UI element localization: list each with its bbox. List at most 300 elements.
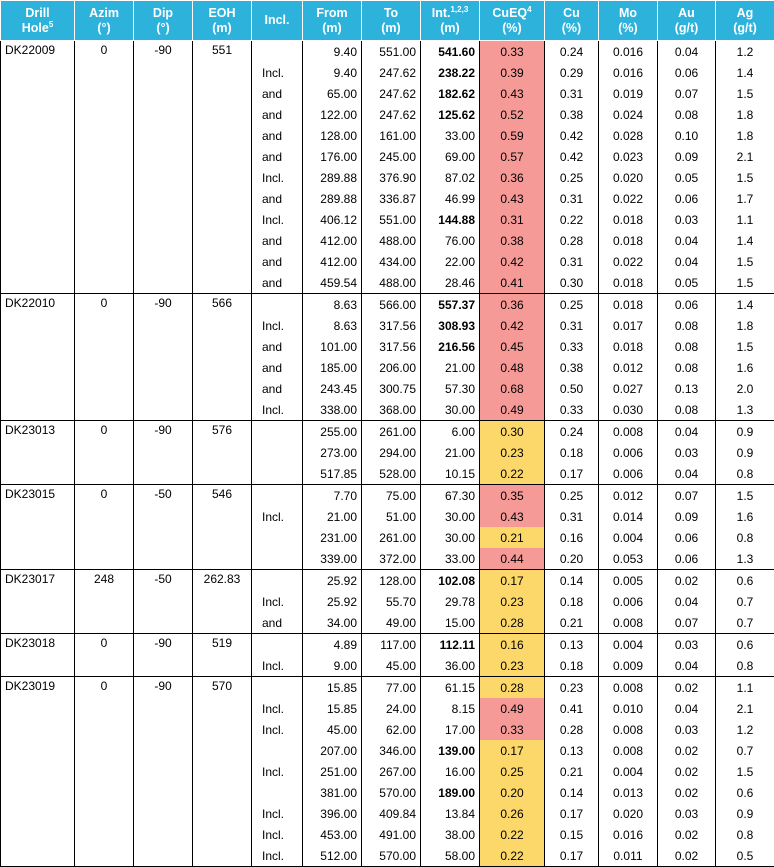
cell-cu: 0.13 <box>545 740 599 761</box>
cell-int: 28.46 <box>421 272 480 294</box>
cell-cueq: 0.22 <box>480 824 545 845</box>
cell-cu: 0.28 <box>545 230 599 251</box>
cell-eoh <box>193 62 252 83</box>
cell-mo: 0.010 <box>599 698 658 719</box>
cell-int: 38.00 <box>421 824 480 845</box>
cell-from: 517.85 <box>303 463 362 485</box>
cell-cueq: 0.28 <box>480 612 545 634</box>
cell-eoh <box>193 782 252 803</box>
cell-mo: 0.017 <box>599 315 658 336</box>
cell-eoh <box>193 188 252 209</box>
cell-azim <box>75 719 134 740</box>
table-row <box>1 41 774 63</box>
cell-cueq: 0.23 <box>480 442 545 463</box>
cell-eoh: 546 <box>193 485 252 507</box>
cell-from: 101.00 <box>303 336 362 357</box>
cell-eoh <box>193 698 252 719</box>
cell-ag: 1.4 <box>716 230 774 251</box>
cell-drill-hole <box>1 612 75 634</box>
cell-mo: 0.009 <box>599 655 658 677</box>
cell-dip <box>134 399 193 421</box>
cell-eoh: 519 <box>193 634 252 656</box>
cell-au: 0.10 <box>658 125 716 146</box>
cell-int: 216.56 <box>421 336 480 357</box>
table-row <box>1 167 774 188</box>
cell-drill-hole <box>1 83 75 104</box>
cell-mo: 0.008 <box>599 677 658 699</box>
cell-eoh <box>193 209 252 230</box>
cell-mo: 0.030 <box>599 399 658 421</box>
cell-int: 30.00 <box>421 506 480 527</box>
cell-ag: 0.8 <box>716 463 774 485</box>
cell-dip <box>134 230 193 251</box>
cell-from: 65.00 <box>303 83 362 104</box>
cell-ag: 1.5 <box>716 251 774 272</box>
header-ag: Ag (g/t) <box>716 1 774 41</box>
cell-cueq: 0.17 <box>480 570 545 592</box>
cell-au: 0.04 <box>658 698 716 719</box>
table-body <box>1 41 774 867</box>
cell-int: 541.60 <box>421 41 480 63</box>
cell-from: 21.00 <box>303 506 362 527</box>
cell-au: 0.08 <box>658 399 716 421</box>
header-from: From (m) <box>303 1 362 41</box>
table-row <box>1 315 774 336</box>
cell-from: 339.00 <box>303 548 362 570</box>
cell-eoh: 551 <box>193 41 252 63</box>
cell-ag: 1.6 <box>716 506 774 527</box>
cell-to: 346.00 <box>362 740 421 761</box>
cell-mo: 0.022 <box>599 251 658 272</box>
table-row <box>1 399 774 421</box>
cell-mo: 0.006 <box>599 442 658 463</box>
cell-from: 8.63 <box>303 315 362 336</box>
cell-to: 317.56 <box>362 336 421 357</box>
cell-dip <box>134 803 193 824</box>
cell-eoh <box>193 399 252 421</box>
cell-au: 0.05 <box>658 167 716 188</box>
cell-cu: 0.42 <box>545 125 599 146</box>
header-drill-hole: Drill Hole$^5$ <box>1 1 75 41</box>
cell-int: 29.78 <box>421 591 480 612</box>
cell-ag: 1.5 <box>716 272 774 294</box>
cell-dip <box>134 167 193 188</box>
cell-to: 409.84 <box>362 803 421 824</box>
cell-eoh <box>193 104 252 125</box>
cell-from: 289.88 <box>303 167 362 188</box>
table-row <box>1 548 774 570</box>
cell-dip <box>134 740 193 761</box>
cell-to: 245.00 <box>362 146 421 167</box>
cell-from: 406.12 <box>303 209 362 230</box>
cell-incl: Incl. <box>252 315 303 336</box>
cell-cueq: 0.59 <box>480 125 545 146</box>
cell-cueq: 0.43 <box>480 506 545 527</box>
table-row <box>1 442 774 463</box>
cell-int: 308.93 <box>421 315 480 336</box>
table-row <box>1 378 774 399</box>
cell-eoh <box>193 146 252 167</box>
cell-ag: 1.5 <box>716 761 774 782</box>
cell-int: 15.00 <box>421 612 480 634</box>
cell-from: 255.00 <box>303 421 362 443</box>
cell-eoh <box>193 740 252 761</box>
cell-au: 0.04 <box>658 421 716 443</box>
cell-mo: 0.004 <box>599 634 658 656</box>
cell-incl: Incl. <box>252 719 303 740</box>
cell-drill-hole <box>1 698 75 719</box>
cell-to: 62.00 <box>362 719 421 740</box>
cell-incl <box>252 782 303 803</box>
cell-cu: 0.17 <box>545 845 599 867</box>
cell-to: 55.70 <box>362 591 421 612</box>
cell-cueq: 0.26 <box>480 803 545 824</box>
cell-azim <box>75 62 134 83</box>
cell-to: 488.00 <box>362 230 421 251</box>
cell-mo: 0.018 <box>599 294 658 316</box>
cell-eoh <box>193 83 252 104</box>
cell-int: 125.62 <box>421 104 480 125</box>
cell-drill-hole <box>1 378 75 399</box>
cell-ag: 0.7 <box>716 612 774 634</box>
cell-incl: Incl. <box>252 655 303 677</box>
cell-from: 176.00 <box>303 146 362 167</box>
cell-ag: 1.2 <box>716 41 774 63</box>
cell-eoh <box>193 719 252 740</box>
table-row <box>1 591 774 612</box>
cell-int: 10.15 <box>421 463 480 485</box>
cell-cueq: 0.33 <box>480 41 545 63</box>
cell-to: 317.56 <box>362 315 421 336</box>
cell-int: 6.00 <box>421 421 480 443</box>
cell-azim <box>75 803 134 824</box>
cell-int: 21.00 <box>421 357 480 378</box>
cell-mo: 0.020 <box>599 167 658 188</box>
cell-int: 8.15 <box>421 698 480 719</box>
cell-drill-hole <box>1 845 75 867</box>
cell-azim <box>75 782 134 803</box>
cell-cu: 0.33 <box>545 336 599 357</box>
cell-from: 15.85 <box>303 698 362 719</box>
cell-mo: 0.016 <box>599 62 658 83</box>
cell-au: 0.13 <box>658 378 716 399</box>
cell-ag: 1.5 <box>716 485 774 507</box>
cell-cu: 0.30 <box>545 272 599 294</box>
cell-from: 512.00 <box>303 845 362 867</box>
cell-to: 77.00 <box>362 677 421 699</box>
table-row <box>1 272 774 294</box>
cell-int: 22.00 <box>421 251 480 272</box>
cell-dip <box>134 83 193 104</box>
table-row <box>1 83 774 104</box>
cell-cu: 0.13 <box>545 634 599 656</box>
cell-drill-hole <box>1 209 75 230</box>
cell-from: 7.70 <box>303 485 362 507</box>
cell-au: 0.08 <box>658 336 716 357</box>
table-row <box>1 761 774 782</box>
cell-cu: 0.14 <box>545 570 599 592</box>
cell-azim <box>75 527 134 548</box>
cell-cu: 0.21 <box>545 612 599 634</box>
cell-cu: 0.22 <box>545 209 599 230</box>
cell-int: 67.30 <box>421 485 480 507</box>
cell-mo: 0.019 <box>599 83 658 104</box>
cell-cu: 0.31 <box>545 83 599 104</box>
cell-from: 243.45 <box>303 378 362 399</box>
table-row <box>1 230 774 251</box>
cell-mo: 0.018 <box>599 230 658 251</box>
cell-cueq: 0.31 <box>480 209 545 230</box>
header-int: Int.$^{1,2,3}$ (m) <box>421 1 480 41</box>
cell-cueq: 0.48 <box>480 357 545 378</box>
cell-int: 17.00 <box>421 719 480 740</box>
cell-ag: 0.9 <box>716 803 774 824</box>
cell-cu: 0.24 <box>545 41 599 63</box>
cell-ag: 1.1 <box>716 677 774 699</box>
cell-int: 30.00 <box>421 527 480 548</box>
cell-azim <box>75 167 134 188</box>
cell-cu: 0.17 <box>545 463 599 485</box>
cell-drill-hole <box>1 357 75 378</box>
cell-eoh <box>193 378 252 399</box>
header-cueq: CuEQ$^4$ (%) <box>480 1 545 41</box>
cell-from: 9.40 <box>303 41 362 63</box>
cell-int: 36.00 <box>421 655 480 677</box>
cell-ag: 0.7 <box>716 740 774 761</box>
cell-cu: 0.15 <box>545 824 599 845</box>
cell-azim <box>75 125 134 146</box>
cell-eoh: 566 <box>193 294 252 316</box>
table-row <box>1 612 774 634</box>
cell-drill-hole <box>1 824 75 845</box>
cell-to: 247.62 <box>362 62 421 83</box>
cell-incl: and <box>252 378 303 399</box>
cell-incl: and <box>252 357 303 378</box>
cell-azim: 0 <box>75 634 134 656</box>
cell-dip <box>134 104 193 125</box>
cell-incl <box>252 41 303 63</box>
cell-int: 33.00 <box>421 548 480 570</box>
cell-au: 0.06 <box>658 188 716 209</box>
cell-incl: Incl. <box>252 506 303 527</box>
cell-dip <box>134 378 193 399</box>
cell-cueq: 0.25 <box>480 761 545 782</box>
cell-au: 0.03 <box>658 634 716 656</box>
cell-from: 25.92 <box>303 591 362 612</box>
cell-int: 112.11 <box>421 634 480 656</box>
cell-au: 0.08 <box>658 104 716 125</box>
cell-cueq: 0.33 <box>480 719 545 740</box>
cell-drill-hole: DK23015 <box>1 485 75 507</box>
cell-ag: 1.5 <box>716 336 774 357</box>
cell-cu: 0.23 <box>545 677 599 699</box>
cell-from: 15.85 <box>303 677 362 699</box>
cell-mo: 0.008 <box>599 421 658 443</box>
table-row <box>1 125 774 146</box>
cell-dip: -50 <box>134 485 193 507</box>
cell-from: 251.00 <box>303 761 362 782</box>
cell-incl: and <box>252 251 303 272</box>
cell-from: 459.54 <box>303 272 362 294</box>
cell-eoh <box>193 336 252 357</box>
cell-incl: Incl. <box>252 845 303 867</box>
cell-dip <box>134 698 193 719</box>
cell-cu: 0.25 <box>545 294 599 316</box>
cell-dip <box>134 591 193 612</box>
cell-cueq: 0.22 <box>480 463 545 485</box>
cell-to: 49.00 <box>362 612 421 634</box>
cell-dip <box>134 548 193 570</box>
header-dip: Dip (°) <box>134 1 193 41</box>
cell-incl <box>252 634 303 656</box>
cell-azim <box>75 209 134 230</box>
cell-azim <box>75 463 134 485</box>
cell-ag: 1.6 <box>716 357 774 378</box>
header-incl: Incl. <box>252 1 303 41</box>
cell-ag: 0.9 <box>716 421 774 443</box>
cell-drill-hole: DK23013 <box>1 421 75 443</box>
cell-int: 57.30 <box>421 378 480 399</box>
cell-to: 75.00 <box>362 485 421 507</box>
cell-ag: 1.8 <box>716 104 774 125</box>
cell-au: 0.02 <box>658 740 716 761</box>
cell-cueq: 0.39 <box>480 62 545 83</box>
cell-to: 528.00 <box>362 463 421 485</box>
cell-int: 61.15 <box>421 677 480 699</box>
cell-dip <box>134 463 193 485</box>
cell-drill-hole <box>1 104 75 125</box>
cell-azim <box>75 548 134 570</box>
cell-ag: 1.8 <box>716 315 774 336</box>
cell-to: 336.87 <box>362 188 421 209</box>
cell-cu: 0.33 <box>545 399 599 421</box>
cell-incl <box>252 570 303 592</box>
cell-to: 566.00 <box>362 294 421 316</box>
cell-from: 122.00 <box>303 104 362 125</box>
cell-int: 189.00 <box>421 782 480 803</box>
cell-cueq: 0.16 <box>480 634 545 656</box>
cell-to: 570.00 <box>362 845 421 867</box>
cell-drill-hole: DK23017 <box>1 570 75 592</box>
cell-to: 128.00 <box>362 570 421 592</box>
cell-ag: 2.1 <box>716 698 774 719</box>
cell-eoh <box>193 591 252 612</box>
cell-mo: 0.008 <box>599 740 658 761</box>
cell-drill-hole <box>1 62 75 83</box>
cell-azim <box>75 315 134 336</box>
cell-eoh <box>193 655 252 677</box>
cell-cueq: 0.42 <box>480 315 545 336</box>
cell-cu: 0.18 <box>545 591 599 612</box>
cell-incl: and <box>252 104 303 125</box>
cell-cueq: 0.49 <box>480 698 545 719</box>
cell-mo: 0.018 <box>599 336 658 357</box>
cell-azim <box>75 655 134 677</box>
cell-azim <box>75 251 134 272</box>
cell-drill-hole <box>1 782 75 803</box>
cell-from: 338.00 <box>303 399 362 421</box>
cell-incl: and <box>252 612 303 634</box>
cell-cueq: 0.57 <box>480 146 545 167</box>
cell-cueq: 0.52 <box>480 104 545 125</box>
table-row <box>1 803 774 824</box>
cell-azim <box>75 272 134 294</box>
table-row <box>1 209 774 230</box>
cell-from: 8.63 <box>303 294 362 316</box>
cell-drill-hole <box>1 146 75 167</box>
cell-dip <box>134 272 193 294</box>
cell-to: 206.00 <box>362 357 421 378</box>
cell-drill-hole <box>1 125 75 146</box>
cell-cu: 0.29 <box>545 62 599 83</box>
cell-to: 45.00 <box>362 655 421 677</box>
cell-dip <box>134 442 193 463</box>
cell-eoh <box>193 761 252 782</box>
cell-mo: 0.006 <box>599 591 658 612</box>
cell-cu: 0.25 <box>545 167 599 188</box>
cell-incl <box>252 527 303 548</box>
table-row <box>1 104 774 125</box>
cell-mo: 0.018 <box>599 209 658 230</box>
cell-dip <box>134 336 193 357</box>
cell-from: 396.00 <box>303 803 362 824</box>
cell-au: 0.02 <box>658 824 716 845</box>
cell-cu: 0.31 <box>545 315 599 336</box>
cell-au: 0.03 <box>658 209 716 230</box>
table-row <box>1 740 774 761</box>
cell-dip <box>134 315 193 336</box>
cell-eoh <box>193 845 252 867</box>
cell-int: 58.00 <box>421 845 480 867</box>
cell-azim: 0 <box>75 677 134 699</box>
cell-cueq: 0.36 <box>480 294 545 316</box>
cell-drill-hole <box>1 442 75 463</box>
cell-int: 557.37 <box>421 294 480 316</box>
table-row <box>1 698 774 719</box>
cell-mo: 0.020 <box>599 803 658 824</box>
table-row <box>1 719 774 740</box>
cell-from: 185.00 <box>303 357 362 378</box>
cell-drill-hole <box>1 336 75 357</box>
cell-azim <box>75 698 134 719</box>
cell-ag: 1.3 <box>716 548 774 570</box>
cell-au: 0.06 <box>658 527 716 548</box>
cell-cueq: 0.23 <box>480 655 545 677</box>
cell-cueq: 0.38 <box>480 230 545 251</box>
cell-dip <box>134 62 193 83</box>
table-row <box>1 506 774 527</box>
cell-eoh <box>193 463 252 485</box>
cell-from: 9.40 <box>303 62 362 83</box>
cell-drill-hole <box>1 548 75 570</box>
cell-mo: 0.005 <box>599 570 658 592</box>
cell-drill-hole <box>1 506 75 527</box>
cell-cu: 0.17 <box>545 803 599 824</box>
cell-mo: 0.013 <box>599 782 658 803</box>
cell-azim <box>75 188 134 209</box>
cell-azim <box>75 845 134 867</box>
cell-dip: -90 <box>134 677 193 699</box>
cell-int: 182.62 <box>421 83 480 104</box>
cell-azim <box>75 378 134 399</box>
cell-ag: 1.8 <box>716 125 774 146</box>
cell-mo: 0.016 <box>599 824 658 845</box>
cell-eoh <box>193 251 252 272</box>
cell-eoh <box>193 612 252 634</box>
cell-int: 13.84 <box>421 803 480 824</box>
cell-eoh <box>193 527 252 548</box>
cell-cueq: 0.36 <box>480 167 545 188</box>
